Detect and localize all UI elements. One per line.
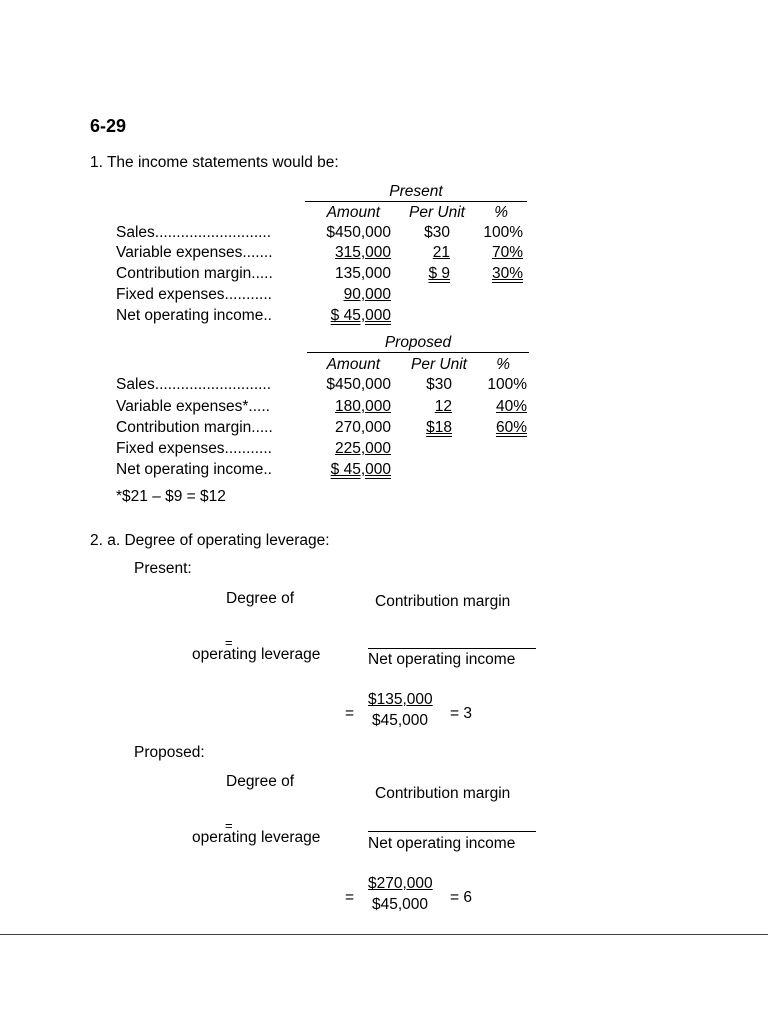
present-row-amount: 90,000 (343, 286, 391, 303)
present-title-rule (305, 201, 527, 202)
proposed-calc-denominator: $45,000 (372, 896, 429, 913)
proposed-row-label: Contribution margin..... (116, 419, 273, 436)
proposed-header-pct: % (496, 356, 510, 373)
proposed-row-amount: 180,000 (334, 398, 391, 415)
present-row-label: Contribution margin..... (116, 265, 273, 282)
present-row-per-unit: 21 (432, 244, 450, 261)
proposed-row-label: Fixed expenses........... (116, 440, 272, 457)
proposed-title: Proposed (384, 334, 452, 351)
proposed-row-per-unit: $18 (426, 419, 452, 436)
proposed-dol-label: Proposed: (134, 744, 205, 761)
part2-intro: 2. a. Degree of operating leverage: (90, 532, 330, 549)
proposed-row-label: Variable expenses*..... (116, 398, 270, 415)
proposed-row-label: Sales........................... (116, 376, 272, 393)
proposed-row-pct: 60% (495, 419, 527, 436)
present-calc-denominator: $45,000 (372, 712, 429, 729)
present-row-per-unit: $30 (424, 224, 450, 241)
proposed-row-per-unit: $30 (426, 376, 452, 393)
present-row-amount: $450,000 (326, 224, 391, 241)
proposed-row-label: Net operating income.. (116, 461, 272, 478)
footnote: *$21 – $9 = $12 (116, 488, 226, 505)
proposed-row-amount: $ 45,000 (330, 461, 391, 478)
present-row-label: Net operating income.. (116, 307, 272, 324)
proposed-row-amount: 270,000 (334, 419, 391, 436)
proposed-dol-numerator: Contribution margin (375, 785, 511, 802)
proposed-dol-lhs-line2: operating leverage (192, 829, 321, 846)
proposed-row-pct: 40% (495, 398, 527, 415)
present-dol-label: Present: (134, 560, 192, 577)
present-row-pct: 30% (491, 265, 523, 282)
present-header-per-unit: Per Unit (409, 204, 465, 221)
present-row-amount: 135,000 (334, 265, 391, 282)
present-dol-equals: = (225, 635, 233, 650)
present-row-label: Sales........................... (116, 224, 272, 241)
present-header-pct: % (494, 204, 508, 221)
present-dol-denominator: Net operating income (368, 651, 516, 668)
proposed-title-rule (307, 352, 529, 353)
proposed-row-amount: $450,000 (326, 376, 391, 393)
proposed-dol-equals: = (225, 818, 233, 833)
problem-number: 6-29 (90, 116, 127, 136)
proposed-calc-result: = 6 (450, 889, 472, 906)
present-row-amount: $ 45,000 (330, 307, 391, 324)
present-calc-equals: = (345, 705, 355, 722)
present-row-pct: 70% (491, 244, 523, 261)
proposed-row-pct: 100% (487, 376, 527, 393)
proposed-dol-denominator: Net operating income (368, 835, 516, 852)
present-calc-numerator: $135,000 (368, 691, 433, 708)
proposed-calc-equals: = (345, 889, 355, 906)
present-dol-numerator: Contribution margin (375, 593, 511, 610)
present-dol-lhs-line2: operating leverage (192, 646, 321, 663)
present-row-label: Variable expenses....... (116, 244, 273, 261)
proposed-header-amount: Amount (326, 356, 380, 373)
present-title: Present (389, 183, 443, 200)
proposed-row-per-unit: 12 (434, 398, 452, 415)
proposed-calc-numerator: $270,000 (368, 875, 433, 892)
present-dol-fraction-bar (368, 648, 536, 649)
present-row-pct: 100% (483, 224, 523, 241)
proposed-dol-fraction-bar (368, 831, 536, 832)
present-header-amount: Amount (326, 204, 380, 221)
present-dol-lhs-line1: Degree of (226, 590, 295, 607)
page-bottom-rule (0, 934, 768, 935)
proposed-row-amount: 225,000 (334, 440, 391, 457)
proposed-dol-lhs-line1: Degree of (226, 773, 295, 790)
part1-intro: 1. The income statements would be: (90, 154, 339, 171)
proposed-header-per-unit: Per Unit (411, 356, 467, 373)
present-calc-result: = 3 (450, 705, 472, 722)
present-row-label: Fixed expenses........... (116, 286, 272, 303)
present-row-per-unit: $ 9 (428, 265, 450, 282)
present-row-amount: 315,000 (334, 244, 391, 261)
